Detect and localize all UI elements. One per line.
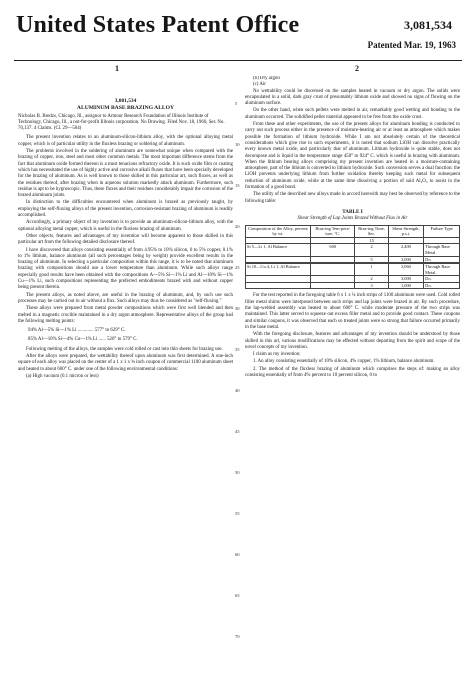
invention-title: ALUMINUM BASE BRAZING ALLOY xyxy=(76,105,175,112)
table-cell: Through Base Metal. xyxy=(424,244,460,256)
line-number: 15 xyxy=(235,183,240,188)
line-number: 55 xyxy=(235,511,240,516)
table-cell xyxy=(310,237,355,244)
patented-date: Patented Mar. 19, 1963 xyxy=(367,40,456,50)
paragraph: In distinction to the difficulties encountered when aluminum is brazed as previously taught, by employing the self-fluxing alloys of the present invention, corrosion-resistant brazing of aluminum is readily accomplished. xyxy=(18,200,233,219)
alloy-formula: 85% Al—10% Si—4% Cu—1% Li ...... 520° to 579° C. xyxy=(28,337,138,343)
line-number: 70 xyxy=(235,634,240,639)
table-cell: Si 5—Li 1, Al Balance xyxy=(246,244,311,256)
table-cell xyxy=(246,282,311,289)
shear-strength-table-block xyxy=(245,209,460,290)
paragraph: The present invention relates to an aluminum-silicon-lithium alloy, with the optional alloying metal copper, which is of particular utility in the fluxless brazing or soldering of aluminum. xyxy=(18,135,233,147)
table-cell xyxy=(246,237,311,244)
table-row xyxy=(246,264,460,276)
paragraph: No wettability could be discerned on the samples heated in vacuum or dry argon. The solids were encapsulated in a solid, dark gray crust of presumably lithium oxide and showed no signs of flowing on the aluminum surface. xyxy=(245,88,460,107)
table-row xyxy=(246,237,460,244)
table-cell: Do. xyxy=(424,256,460,263)
paragraph: I have discovered that alloys consisting essentially of from 4.95% to 10% silicon, 0 to 5% copper, 0.1% to 1% lithium, balance aluminum (all such percentages being by weight) provide excellent results in the brazing of aluminum. In selecting a particular composition within this range, it is to be noted that aluminum brazing with compositions should use a lower temperature than aluminum. While such alloys range especially good results have been obtained with the compositions A—5% Si—1% Li and Al—10% Si—1% Cu—1% Li, such compositions representing the preferred embodiments brazed with and without copper being present therein. xyxy=(18,247,233,291)
table-cell: Do. xyxy=(424,276,460,283)
line-number: 5 xyxy=(235,101,238,106)
table-cell: 2 xyxy=(355,276,388,283)
table-subtitle: Shear Strength of Lap Joints Brazed Without Flux in Air xyxy=(297,216,408,222)
line-number: 30 xyxy=(235,306,240,311)
table-cell: Do. xyxy=(424,282,460,289)
table-header-row xyxy=(246,225,460,237)
patent-office-title: United States Patent Office xyxy=(16,12,300,38)
line-number: 35 xyxy=(235,347,240,352)
table-header-cell: Failure Type xyxy=(424,225,460,237)
shear-strength-table xyxy=(245,225,460,290)
table-cell xyxy=(424,237,460,244)
table-cell: 600 xyxy=(310,244,355,256)
column-number-2: 2 xyxy=(355,64,359,73)
table-header-cell: Composition of the Alloy, percent by wt. xyxy=(246,225,311,237)
patent-number: 3,081,534 xyxy=(404,18,452,32)
paragraph: After the alloys were prepared, the wettability thereof upon aluminum was first determined. A one-inch square of each alloy was placed on the center of a 1 x 1 x ¾ inch coupon of commercial 1100 aluminum sheet and heated to about 600° C. under one of the following environmental conditions: xyxy=(18,353,233,372)
condition-item: (a) High vacuum (0.1 micron or less) xyxy=(26,373,99,379)
table-cell: 3,000 xyxy=(388,276,424,283)
table-cell xyxy=(310,256,355,263)
line-number: 65 xyxy=(235,593,240,598)
paragraph: With the foregoing disclosure, features and advantages of my invention should be understood by those skilled in this art, various modifications may be effected without departing from the spirit and scope of the novel concepts of my invention. xyxy=(245,332,460,350)
line-number: 20 xyxy=(235,224,240,229)
table-cell: 2 xyxy=(355,244,388,256)
table-row xyxy=(246,244,460,256)
paragraph: These alloys were prepared from metal powder compositions which were first well blended and then melted in a magnetic crucible maintained in a dry argon atmosphere. Representative alloys of the group had the following melting points: xyxy=(18,306,233,324)
line-number: 10 xyxy=(235,142,240,147)
condition-item: (b) Dry argon xyxy=(253,76,280,81)
paragraph: From these and other experiments, the use of the present alloys for aluminum bonding is conducted to carry out such process either in the presence of moisture-bearing air or at least an atmosphere which makes possible the formation of lithium hydroxide. While I am not absolutely certain of the theoretical considerations which give rise to such experiments, it is noted that sodium LiOH can dissolve practically every known metal oxide, and particularly that of aluminum. Lithium hydroxide is quite stable, does not decompose and is liquid in the temperature range 450° to 924° C. which is useful in brazing with aluminum. When the lithium bearing alloys comprising my present invention are heated in a moisture-containing atmosphere, part of the lithium is converted to lithium hydroxide. Such conversion serves a dual function: the LiOH prevents underlying lithium from further oxidation thereby keeping such metal for subsequent reduction of aluminum oxide, while at the same time dissolving a portion of said Al₂O₃ to assist in the formation of a good bond. xyxy=(245,122,460,191)
table-header-cell: Braz-ing Tem-pera-ture, °C. xyxy=(310,225,355,237)
paragraph: The present alloys, as noted above, are useful in the brazing of aluminum, and, by such use such processes may be carried out in air without a flux. Such alloys may thus be considered as "self-fluxing." xyxy=(18,292,233,304)
table-header-cell: Shear Strength, p.s.i. xyxy=(388,225,424,237)
table-row xyxy=(246,282,460,289)
table-caption: TABLE I xyxy=(342,208,363,215)
paragraph: Other objects, features and advantages of my invention will become apparent to those skilled in this particular art from the following detailed disclosure thereof. xyxy=(18,233,233,246)
table-cell: 3 xyxy=(355,282,388,289)
table-cell: 1,000 xyxy=(388,282,424,289)
condition-item: (c) Air xyxy=(253,82,266,88)
paragraph: On the other hand, when such pellets were melted in air, remarkably good wetting and bonding to the aluminum occurred. The solidified pellet material appeared to be free from the oxide crust. xyxy=(245,108,460,120)
table-cell xyxy=(310,282,355,289)
line-number: 40 xyxy=(235,388,240,393)
table-cell: Si 10—Cu 4, Li 1, Al Balance xyxy=(246,264,311,276)
alloy-formula: 94% Al—5% Si—1% Li ............. 577° to 629° C. xyxy=(28,328,126,334)
table-cell: 3,060 xyxy=(388,264,424,276)
paragraph: Following melting of the alloys, the samples were cold rolled or cast into thin sheets for brazing use. xyxy=(26,346,223,352)
claim: 2. The method of the fluxless brazing of aluminum which comprises the steps of: making an alloy consisting essentially of from 4% percent to 10 percent silicon, 0 to xyxy=(245,366,460,379)
line-number: 50 xyxy=(235,470,240,475)
table-header-cell: Braz-ing Time, Sec. xyxy=(355,225,388,237)
table-cell: 1 xyxy=(355,264,388,276)
claim: 1. An alloy consisting essentially of 10% silicon, 4% copper, 1% lithium, balance aluminum. xyxy=(253,359,435,365)
patent-masthead xyxy=(0,0,476,62)
table-row xyxy=(246,276,460,283)
line-number-gutter xyxy=(235,76,245,696)
table-cell: 3,000 xyxy=(388,256,424,263)
table-cell xyxy=(310,276,355,283)
table-cell xyxy=(246,276,311,283)
table-row xyxy=(246,256,460,263)
right-column xyxy=(245,76,460,696)
paragraph: The utility of the described new alloys made in accord herewith may best be observed by reference to the following table: xyxy=(245,192,460,204)
patent-number-heading: 3,081,534 xyxy=(114,98,137,104)
paragraph: The problems involved in the soldering of aluminum are somewhat unique when compared with the brazing of copper, iron, steel and most other common metals. The most important difference stems from the fact that aluminum oxide formed thereon is a most tenacious refractory oxide. It is such oxide film or coating which has necessitated the use of highly active and corrosive alkali fluxes that have been specially developed for the brazing of aluminum. As is well known to those skilled in this particular art, such fluxes, as well as the residues thereof, after brazing when in aqueous solution markedly attack aluminum. Furthermore, such residue is apt to be hygroscopic. Thus, these fluxes and their residues considerably impair the corrosion of the brazed aluminum joints. xyxy=(18,149,233,199)
paragraph: For the test reported in the foregoing table 6 x 1 x ¼ inch strips of 1100 aluminum were used. Cold rolled filler metal shims were interposed between such strips and lap joints were brazed in air. By such procedure, the lap-welded assembly was heated to about 600° C. while moderate pressure of the two strips was maintained. This latter served to squeeze out excess filler metal and to provide good contact. These coupons and similar coupons, it was observed that each so treated joints were so strong that failure occurred primarily in the base metal. xyxy=(245,293,460,330)
line-number: 60 xyxy=(235,552,240,557)
claims-intro: I claim as my invention: xyxy=(253,352,301,358)
table-cell: Through Base Metal. xyxy=(424,264,460,276)
table-cell xyxy=(310,264,355,276)
paragraph: Accordingly, a primary object of my invention is to provide an aluminum-silicon-lithium alloy, with the optional alloying metal copper, which is useful in the fluxless brazing of aluminum. xyxy=(18,220,233,232)
table-cell xyxy=(388,237,424,244)
left-column xyxy=(18,76,233,696)
table-cell: 5 xyxy=(355,256,388,263)
table-cell: 15 xyxy=(355,237,388,244)
header-rule xyxy=(14,60,462,61)
line-number: 45 xyxy=(235,429,240,434)
line-number: 25 xyxy=(235,265,240,270)
table-cell xyxy=(246,256,311,263)
column-number-1: 1 xyxy=(115,64,119,73)
assignor-info: Nicholas B. Bredzs, Chicago, Ill., assignor to Armour Research Foundation of Illinois Institute of Technology, Chicago, Ill., a not-for-profit Illinois corporation. No Drawing. Filed Nov. 18, 1960, Ser. No. 70,137. 4 Claims. (Cl. 29—504) xyxy=(18,113,225,132)
table-cell: 2,400 xyxy=(388,244,424,256)
